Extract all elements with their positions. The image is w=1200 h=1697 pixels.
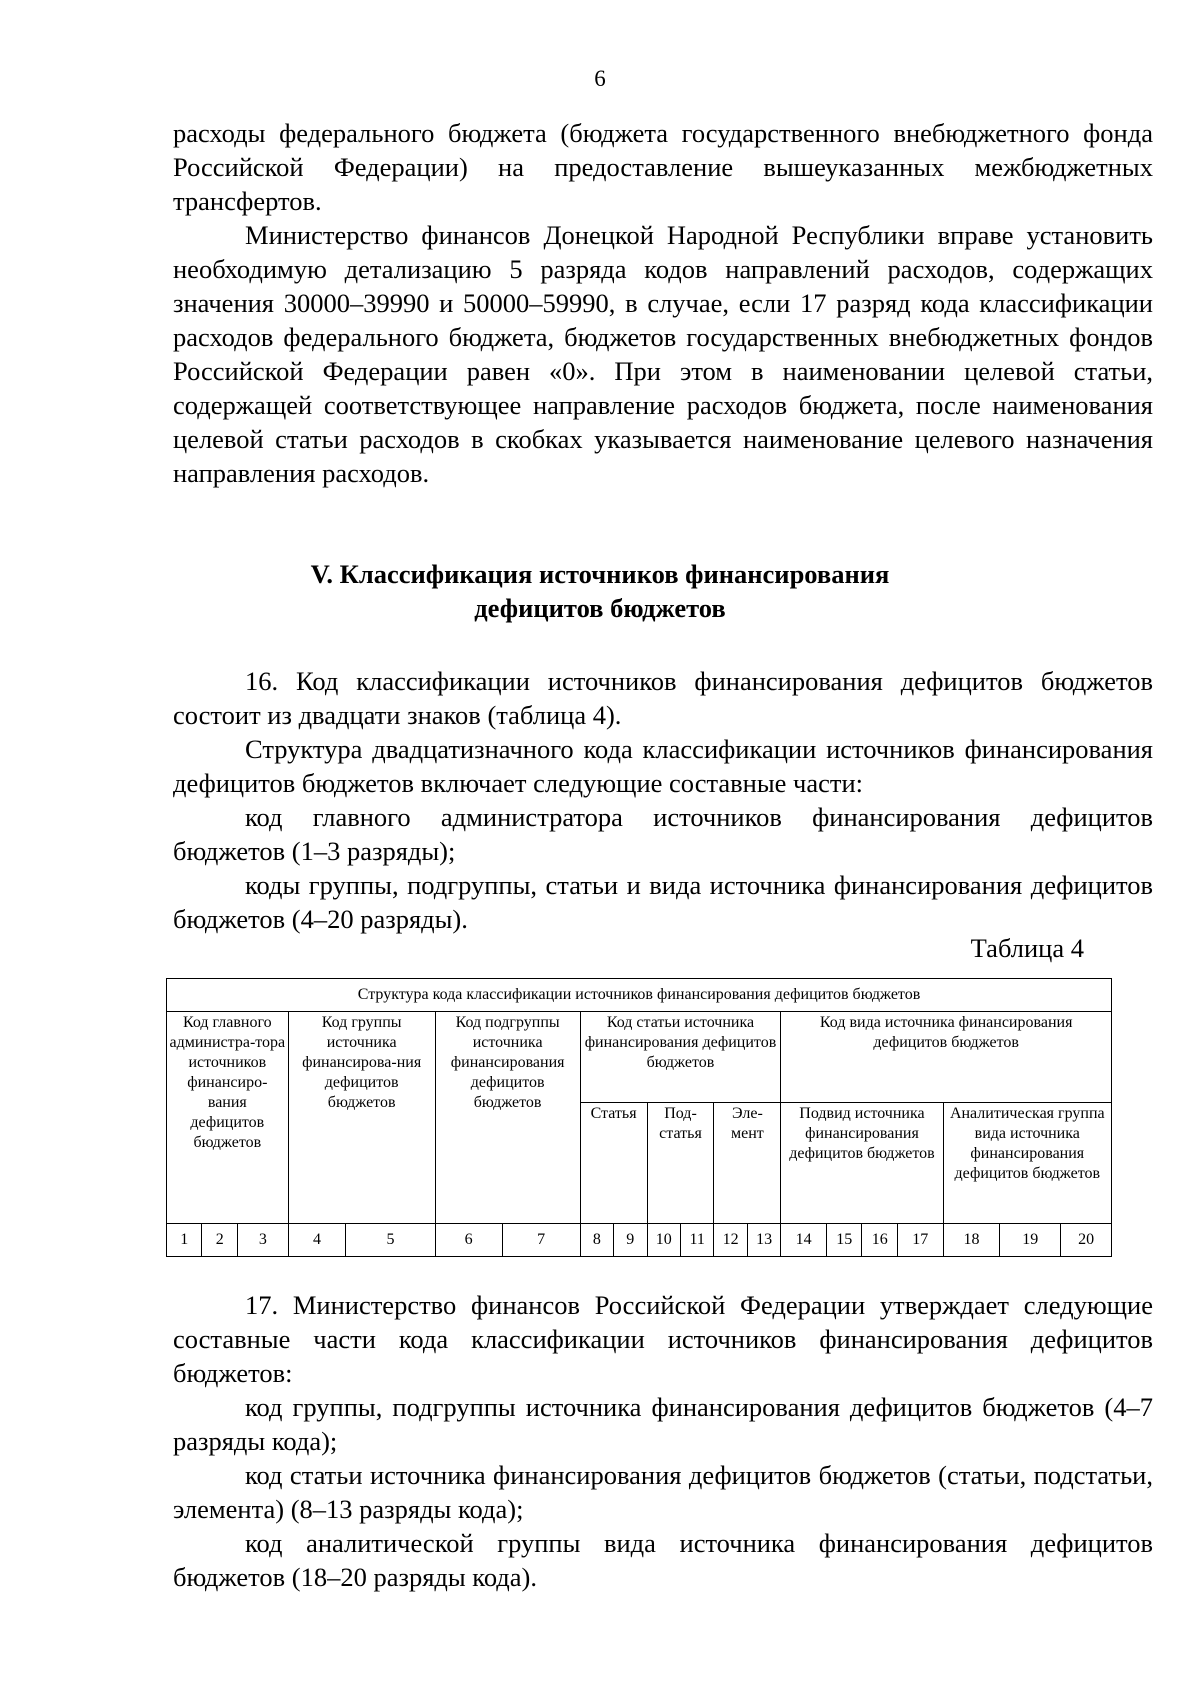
header-kind-code: Код вида источника финансирования дефицитов бюджетов	[781, 1012, 1112, 1103]
paragraph: 16. Код классификации источников финансирования дефицитов бюджетов состоит из двадцати знаков (таблица 4).	[173, 666, 1153, 730]
digit-cell: 13	[747, 1224, 780, 1257]
paragraph: код группы, подгруппы источника финансирования дефицитов бюджетов (4–7 разряды кода);	[173, 1392, 1153, 1456]
header-subgroup-code: Код подгруппы источника финансирования дефицитов бюджетов	[435, 1012, 580, 1224]
digit-cell: 9	[614, 1224, 647, 1257]
digit-cell: 19	[1000, 1224, 1061, 1257]
section-heading	[0, 557, 1200, 625]
digit-cell: 10	[647, 1224, 680, 1257]
header-article: Статья	[580, 1103, 647, 1224]
header-analytic-group: Аналитическая группа вида источника финансирования дефицитов бюджетов	[943, 1103, 1111, 1224]
digit-cell: 5	[346, 1224, 435, 1257]
paragraph: код аналитической группы вида источника финансирования дефицитов бюджетов (18–20 разряды кода).	[173, 1528, 1153, 1592]
code-structure-table	[166, 978, 1112, 1257]
table-title: Структура кода классификации источников финансирования дефицитов бюджетов	[167, 979, 1112, 1012]
header-subarticle: Под-статья	[647, 1103, 714, 1224]
digit-cell: 1	[167, 1224, 202, 1257]
paragraph: Министерство финансов Донецкой Народной Республики вправе установить необходимую детализацию 5 разряда кодов направлений расходов, содержащих значения 30000–39990 и 50000–59990, в случае, если 17 разряд кода классификации расходов федерального бюджета, бюджетов государственных внебюджетных фондов Российской Федерации равен «0». При этом в наименовании целевой статьи, содержащей соответствующее направление расходов бюджета, после наименования целевой статьи расходов в скобках указывается наименование целевого назначения направления расходов.	[173, 220, 1153, 488]
paragraph: код главного администратора источников финансирования дефицитов бюджетов (1–3 разряды);	[173, 802, 1153, 866]
final-text	[173, 1288, 1153, 1594]
header-subkind: Подвид источника финансирования дефицитов бюджетов	[781, 1103, 943, 1224]
digit-cell: 4	[288, 1224, 346, 1257]
digit-cell: 2	[202, 1224, 237, 1257]
digit-cell: 18	[943, 1224, 1000, 1257]
paragraph: коды группы, подгруппы, статьи и вида источника финансирования дефицитов бюджетов (4–20 разряды).	[173, 870, 1153, 934]
intro-text	[173, 116, 1153, 490]
section-heading-line: V. Классификация источников финансирования	[310, 559, 890, 589]
digit-cell: 14	[781, 1224, 827, 1257]
header-group-code: Код группы источника финансирова-ния дефицитов бюджетов	[288, 1012, 435, 1224]
paragraph: Структура двадцатизначного кода классификации источников финансирования дефицитов бюджетов включает следующие составные части:	[173, 734, 1153, 798]
paragraph: расходы федерального бюджета (бюджета государственного внебюджетного фонда Российской Федерации) на предоставление вышеуказанных межбюджетных трансфертов.	[173, 118, 1153, 216]
section-heading-line: дефицитов бюджетов	[474, 593, 726, 623]
digit-cell: 16	[862, 1224, 897, 1257]
digit-cell: 7	[502, 1224, 580, 1257]
section-text	[173, 664, 1153, 936]
digit-cell: 11	[680, 1224, 713, 1257]
digit-cell: 20	[1061, 1224, 1112, 1257]
digit-cell: 17	[897, 1224, 943, 1257]
header-element: Эле-мент	[714, 1103, 781, 1224]
paragraph: код статьи источника финансирования дефицитов бюджетов (статьи, подстатьи, элемента) (8–13 разряды кода);	[173, 1460, 1153, 1524]
table-caption: Таблица 4	[970, 933, 1084, 963]
digit-cell: 12	[714, 1224, 747, 1257]
header-article-code: Код статьи источника финансирования дефицитов бюджетов	[580, 1012, 781, 1103]
digit-cell: 6	[435, 1224, 502, 1257]
digit-cell: 3	[237, 1224, 288, 1257]
digit-cell: 15	[826, 1224, 861, 1257]
paragraph: 17. Министерство финансов Российской Федерации утверждает следующие составные части кода классификации источников финансирования дефицитов бюджетов:	[173, 1290, 1153, 1388]
digit-cell: 8	[580, 1224, 613, 1257]
page-number: 6	[594, 66, 606, 91]
header-admin-code: Код главного администра-тора источников финансиро-вания дефицитов бюджетов	[167, 1012, 289, 1224]
